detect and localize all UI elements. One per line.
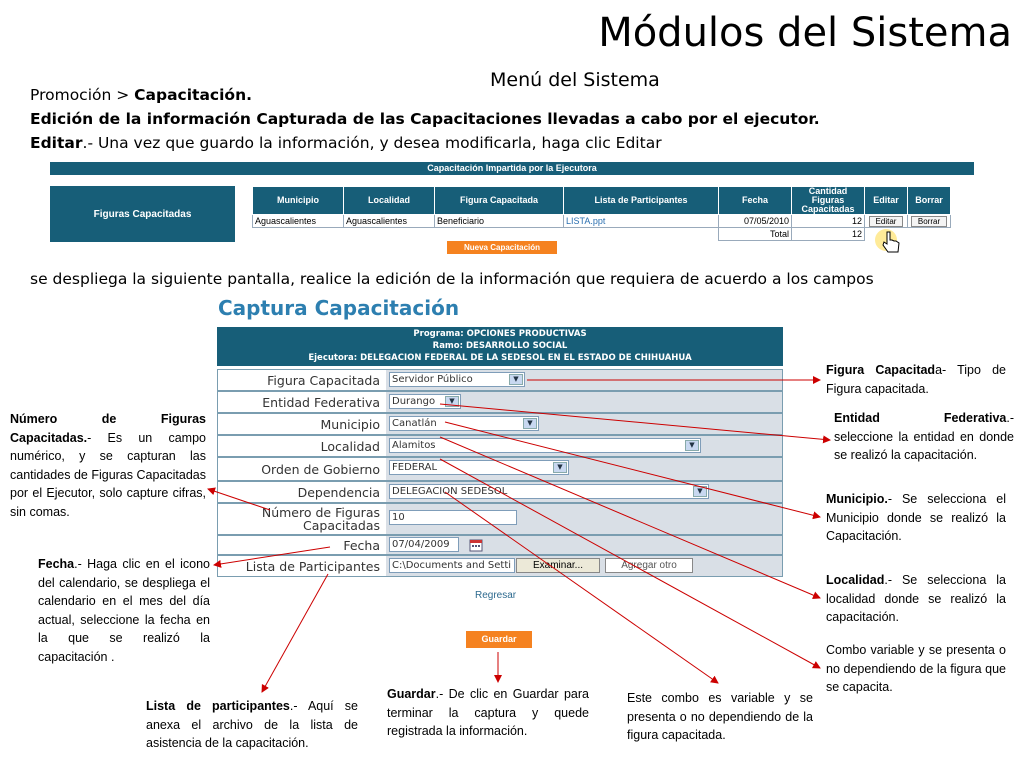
slide-subtitle: Menú del Sistema [490, 69, 660, 91]
numero-input[interactable]: 10 [389, 510, 517, 525]
examinar-button[interactable]: Examinar... [516, 558, 600, 573]
total-value: 12 [792, 228, 865, 241]
breadcrumb-current: Capacitación. [134, 86, 252, 104]
col-municipio: Municipio [253, 187, 344, 215]
note-guardar-title: Guardar [387, 687, 436, 701]
col-borrar: Borrar [908, 187, 951, 215]
dependencia-value: DELEGACION SEDESOL [392, 486, 508, 497]
note-combo-bottom: Este combo es variable y se presenta o no dependiendo de la figura capacitada. [627, 691, 813, 742]
nueva-capacitacion-button[interactable]: Nueva Capacitación [447, 241, 557, 254]
chevron-down-icon: ▼ [693, 486, 707, 497]
note-lista-title: Lista de participantes [146, 699, 290, 713]
slide-title: Módulos del Sistema [598, 10, 1012, 56]
figura-label: Figura Capacitada [267, 372, 380, 388]
pantalla-instruction: se despliega la siguiente pantalla, realice la edición de la información que requiera de acuerdo a los campos [30, 270, 874, 288]
note-guardar-text: .- De clic en Guardar para terminar la captura y quede registrada la información. [387, 687, 589, 738]
arrow-combo-right [440, 459, 820, 668]
figuras-panel: Figuras Capacitadas [50, 186, 235, 242]
note-localidad-title: Localidad [826, 573, 885, 587]
arrow-lista [262, 574, 328, 692]
chevron-down-icon: ▼ [685, 440, 699, 451]
chevron-down-icon: ▼ [509, 374, 523, 385]
note-lista-text: .- Aquí se anexa el archivo de la lista de asistencia de la capacitación. [146, 699, 359, 750]
dependencia-label: Dependencia [297, 484, 380, 500]
lista-link[interactable]: LISTA.ppt [564, 215, 719, 228]
cell-fecha: 07/05/2010 [719, 215, 792, 228]
entidad-value: Durango [392, 396, 436, 407]
col-editar: Editar [865, 187, 908, 215]
note-entidad-text: .- seleccione la entidad en donde se realizó la capacitación. [834, 411, 1014, 462]
edit-instruction-text: .- Una vez que guardo la información, y desea modificarla, haga clic Editar [82, 134, 662, 152]
ejecutora-line: Ejecutora: DELEGACION FEDERAL DE LA SEDESOL EN EL ESTADO DE CHIHUAHUA [308, 353, 692, 363]
ramo-line: Ramo: DESARROLLO SOCIAL [432, 341, 568, 351]
edit-description: Edición de la información Capturada de las Capacitaciones llevadas a cabo por el ejecutor. [30, 110, 820, 128]
arrow-combo-bottom [445, 492, 718, 683]
guardar-button[interactable]: Guardar [466, 631, 532, 648]
orden-value: FEDERAL [392, 462, 438, 473]
arrow-numero [208, 489, 270, 510]
localidad-label: Localidad [320, 438, 380, 454]
col-lista: Lista de Participantes [564, 187, 719, 215]
borrar-button[interactable]: Borrar [911, 216, 947, 227]
regresar-link[interactable]: Regresar [475, 590, 517, 601]
arrow-municipio [445, 422, 820, 517]
chevron-down-icon: ▼ [445, 396, 459, 407]
note-localidad-text: .- Se selecciona la localidad donde se realizó la capacitación. [826, 573, 1006, 624]
fecha-label: Fecha [343, 537, 380, 553]
note-combo-right: Combo variable y se presenta o no dependiendo de la figura que se capacita. [826, 643, 1006, 694]
localidad-value: Alamitos [392, 440, 436, 451]
note-figura-title: Figura Capacitad [826, 363, 936, 377]
note-municipio-text: - Se selecciona el Municipio donde se realizó la Capacitación. [826, 492, 1006, 543]
entidad-label: Entidad Federativa [262, 394, 380, 410]
col-figura: Figura Capacitada [435, 187, 564, 215]
arrow-localidad [440, 437, 820, 598]
table-banner: Capacitación Impartida por la Ejecutora [50, 162, 974, 175]
municipio-label: Municipio [320, 416, 380, 432]
arrow-entidad [440, 404, 830, 440]
total-label: Total [719, 228, 792, 241]
lista-file-input[interactable]: C:\Documents and Setti [389, 558, 515, 573]
breadcrumb-prefix: Promoción > [30, 86, 135, 104]
note-fecha-text: .- Haga clic en el icono del calendario, se despliega el calendario en el mes del día actual, seleccione la fecha en la que se realizó la capacitación . [38, 557, 210, 664]
chevron-down-icon: ▼ [523, 418, 537, 429]
arrow-fecha [214, 547, 330, 565]
fecha-input[interactable]: 07/04/2009 [389, 537, 459, 552]
programa-line: Programa: OPCIONES PRODUCTIVAS [413, 329, 587, 339]
lista-label: Lista de Participantes [245, 558, 380, 574]
note-municipio-title: Municipio. [826, 492, 888, 506]
orden-label: Orden de Gobierno [261, 461, 380, 477]
note-entidad-title: Entidad Federativa [834, 411, 1007, 425]
municipio-value: Canatlán [392, 418, 437, 429]
figura-value: Servidor Público [392, 374, 473, 385]
note-numero-text: - Es un campo numérico, y se capturan las cantidades de Figuras Capacitadas por el Ejecutor, solo capture cifras, sin comas. [10, 430, 206, 519]
cell-municipio: Aguascalientes [253, 215, 344, 228]
col-cantidad: Cantidad Figuras Capacitadas [792, 187, 865, 215]
chevron-down-icon: ▼ [553, 462, 567, 473]
cell-cantidad: 12 [792, 215, 865, 228]
form-title: Captura Capacitación [218, 296, 460, 320]
col-fecha: Fecha [719, 187, 792, 215]
note-figura-text: a- Tipo de Figura capacitada. [826, 363, 1006, 396]
note-fecha-title: Fecha [38, 557, 75, 571]
edit-keyword: Editar [30, 134, 83, 152]
cell-figura: Beneficiario [435, 215, 564, 228]
agregar-otro-button[interactable]: Agregar otro [605, 558, 693, 573]
editar-button[interactable]: Editar [869, 216, 904, 227]
col-localidad: Localidad [344, 187, 435, 215]
note-numero-title: Número de Figuras Capacitadas. [10, 412, 206, 445]
cell-localidad: Aguascalientes [344, 215, 435, 228]
numero-label: Número de Figuras Capacitadas [261, 505, 380, 533]
